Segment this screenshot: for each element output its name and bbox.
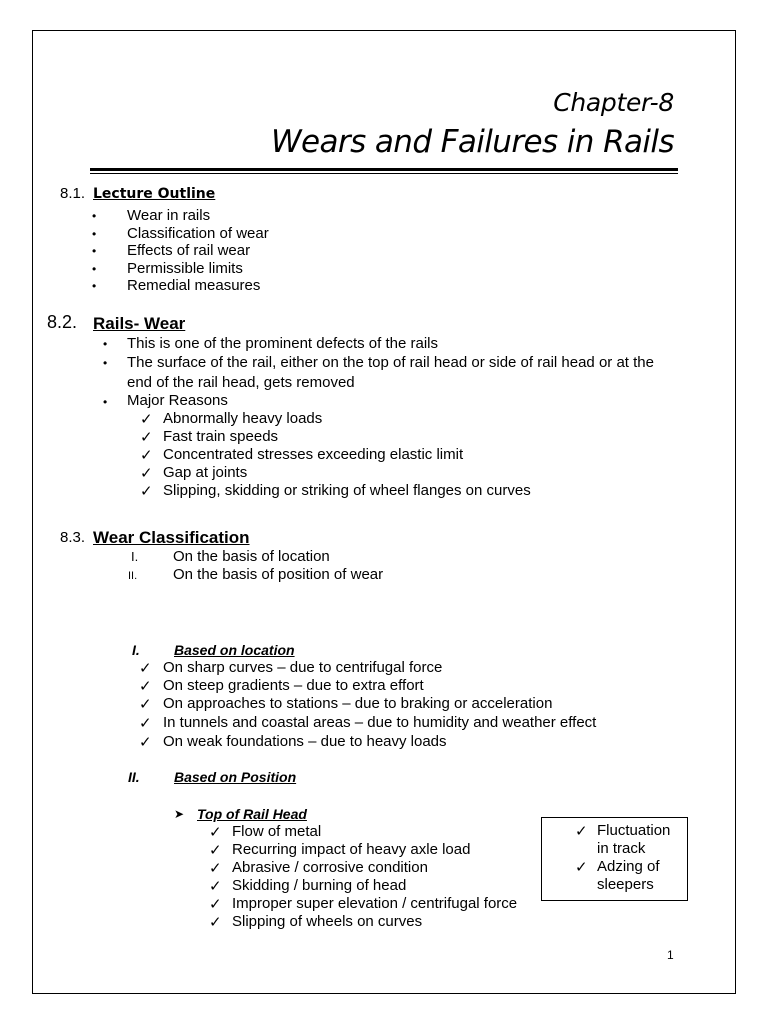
position-item: Slipping of wheels on curves [232, 913, 423, 930]
check-icon: ✓ [209, 914, 222, 931]
section-heading: Lecture Outline [93, 186, 216, 202]
check-icon: ✓ [209, 842, 222, 859]
reason-item: Abnormally heavy loads [163, 410, 323, 427]
check-icon: ✓ [209, 824, 222, 841]
check-icon: ✓ [209, 860, 222, 877]
position-item: Abrasive / corrosive condition [232, 859, 428, 876]
location-item: In tunnels and coastal areas – due to humidity and weather effect [163, 714, 597, 731]
subsection-heading: Based on Position [174, 769, 297, 785]
bullet-icon: • [92, 279, 97, 293]
list-item: The surface of the rail, either on the top of rail head or side of rail head or at the [127, 354, 654, 371]
roman-numeral: II. [128, 570, 138, 582]
position-item: Skidding / burning of head [232, 877, 407, 894]
location-item: On sharp curves – due to centrifugal force [163, 659, 443, 676]
bullet-icon: • [103, 356, 108, 370]
list-item: Major Reasons [127, 392, 228, 409]
chapter-label: Chapter-8 [553, 88, 674, 117]
subsection-heading: Based on location [174, 642, 295, 658]
position-item: Improper super elevation / centrifugal force [232, 895, 518, 912]
list-item: Effects of rail wear [127, 242, 251, 259]
location-item: On weak foundations – due to heavy loads [163, 733, 447, 750]
bullet-icon: • [103, 337, 108, 351]
reason-item: Fast train speeds [163, 428, 279, 445]
bullet-icon: • [92, 244, 97, 258]
title-rule-thin [90, 173, 678, 174]
check-icon: ✓ [139, 696, 152, 713]
position-subheading: Top of Rail Head [197, 806, 307, 822]
check-icon: ✓ [139, 734, 152, 751]
roman-numeral: I. [131, 549, 139, 564]
position-item: Recurring impact of heavy axle load [232, 841, 471, 858]
bullet-icon: • [92, 262, 97, 276]
reason-item: Gap at joints [163, 464, 248, 481]
basis-item: On the basis of location [173, 548, 330, 565]
check-icon: ✓ [140, 429, 153, 446]
check-icon: ✓ [140, 411, 153, 428]
list-item: This is one of the prominent defects of the rails [127, 335, 438, 352]
reason-item: Slipping, skidding or striking of wheel flanges on curves [163, 482, 531, 499]
check-icon: ✓ [139, 678, 152, 695]
box-item: Adzing of [597, 858, 660, 875]
bullet-icon: • [92, 227, 97, 241]
check-icon: ✓ [140, 465, 153, 482]
subsection-numeral: I. [132, 642, 140, 658]
list-item: Permissible limits [127, 260, 243, 277]
arrow-bullet-icon: ➤ [174, 807, 185, 821]
section-heading: Rails- Wear [93, 314, 186, 333]
title-rule [90, 168, 678, 171]
check-icon: ✓ [575, 859, 588, 876]
list-item-continuation: end of the rail head, gets removed [127, 374, 355, 391]
subsection-numeral: II. [128, 769, 140, 785]
basis-item: On the basis of position of wear [173, 566, 384, 583]
check-icon: ✓ [575, 823, 588, 840]
check-icon: ✓ [209, 878, 222, 895]
list-item: Wear in rails [127, 207, 211, 224]
check-icon: ✓ [209, 896, 222, 913]
list-item: Classification of wear [127, 225, 269, 242]
location-item: On steep gradients – due to extra effort [163, 677, 424, 694]
reason-item: Concentrated stresses exceeding elastic limit [163, 446, 464, 463]
check-icon: ✓ [139, 715, 152, 732]
list-item: Remedial measures [127, 277, 261, 294]
section-number: 8.1. [60, 185, 86, 202]
check-icon: ✓ [139, 660, 152, 677]
box-item-continuation: sleepers [597, 876, 654, 893]
box-item-continuation: in track [597, 840, 646, 857]
location-item: On approaches to stations – due to braking or acceleration [163, 695, 553, 712]
bullet-icon: • [103, 395, 108, 409]
bullet-icon: • [92, 209, 97, 223]
section-number: 8.2. [47, 312, 78, 332]
check-icon: ✓ [140, 447, 153, 464]
check-icon: ✓ [140, 483, 153, 500]
box-item: Fluctuation [597, 822, 671, 839]
section-number: 8.3. [60, 529, 86, 546]
page-number: 1 [667, 948, 674, 962]
position-item: Flow of metal [232, 823, 322, 840]
chapter-title: Wears and Failures in Rails [271, 124, 674, 160]
section-heading: Wear Classification [93, 528, 250, 547]
